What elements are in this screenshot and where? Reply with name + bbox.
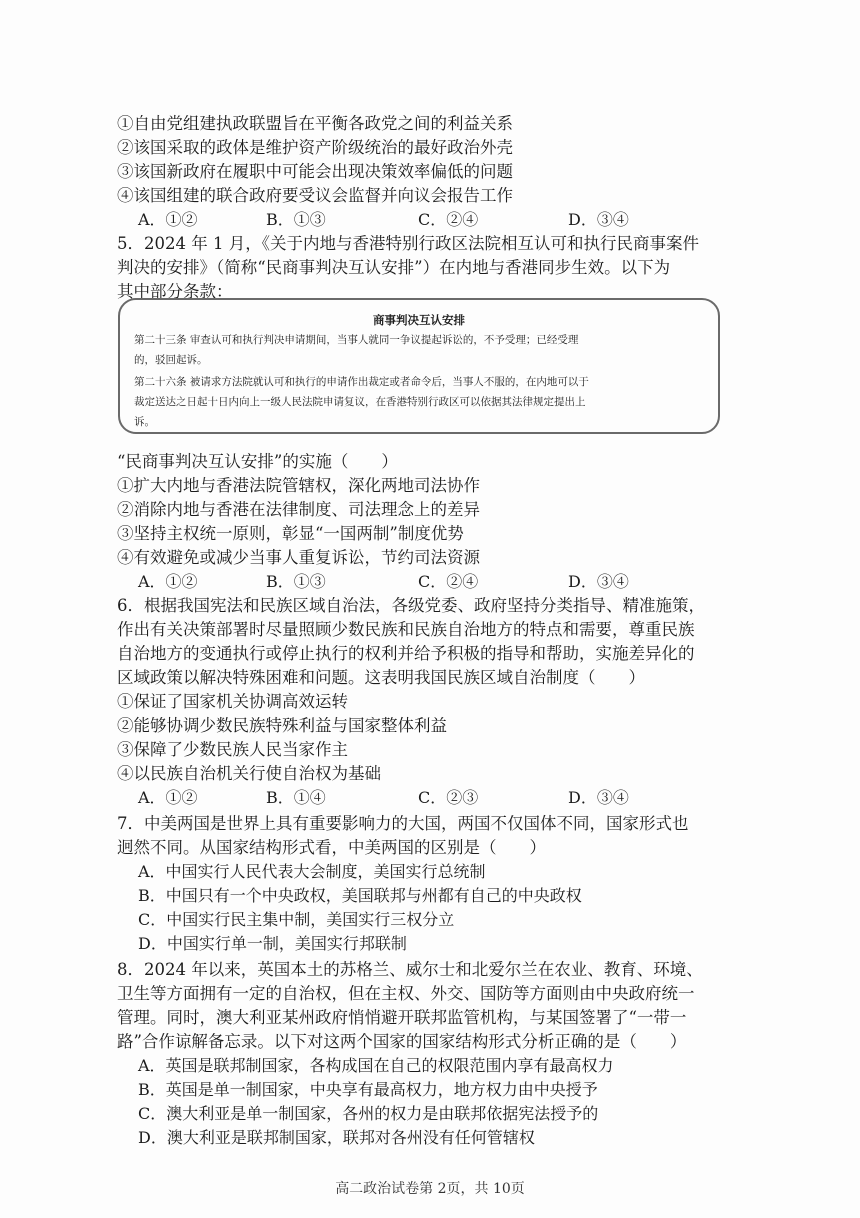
q5-statement-2: ②消除内地与香港在法律制度、司法理念上的差异 [117,500,480,519]
q5-stem-line-1: 5．2024 年 1 月，《关于内地与香港特别行政区法院相互认可和执行民商事案件 [117,234,699,253]
q6-option-a: A．①② [138,788,198,807]
q6-stem-line-3: 自治地方的变通执行或停止执行的权利并给予积极的指导和帮助，实施差异化的 [117,644,695,663]
q4-statement-3: ③该国新政府在履职中可能会出现决策效率偏低的问题 [117,162,513,181]
q6-statement-4: ④以民族自治机关行使自治权为基础 [117,764,381,783]
q6-option-c: C．②③ [418,788,479,807]
q7-option-a: A．中国实行人民代表大会制度，美国实行总统制 [138,862,486,881]
q5-box-line-2: 的，驳回起诉。 [134,354,208,366]
q6-stem-line-4: 区域政策以解决特殊困难和问题。这表明我国民族区域自治制度（ ） [117,668,645,687]
q6-statement-2: ②能够协调少数民族特殊利益与国家整体利益 [117,716,447,735]
q4-statement-1: ①自由党组建执政联盟旨在平衡各政党之间的利益关系 [117,114,513,133]
q8-stem-line-2: 卫生等方面拥有一定的自治权，但在主权、外交、国防等方面则由中央政府统一 [117,984,695,1003]
q4-option-c: C．②④ [418,210,479,229]
q4-statement-2: ②该国采取的政体是维护资产阶级统治的最好政治外壳 [117,138,513,157]
q6-stem-line-1: 6．根据我国宪法和民族区域自治法，各级党委、政府坚持分类指导、精准施策， [117,596,705,615]
q5-option-b: B．①③ [266,572,326,591]
q6-option-d: D．③④ [568,788,629,807]
q5-option-c: C．②④ [418,572,479,591]
q8-option-a: A．英国是联邦制国家，各构成国在自己的权限范围内享有最高权力 [138,1056,614,1075]
q5-material-box [118,298,720,434]
q5-statement-3: ③坚持主权统一原则，彰显“一国两制”制度优势 [117,524,464,543]
q5-option-d: D．③④ [568,572,629,591]
q5-stem-line-2: 判决的安排》（简称“民商事判决互认安排”）在内地与香港同步生效。以下为 [117,258,671,277]
q7-option-c: C．中国实行民主集中制，美国实行三权分立 [138,910,455,929]
q4-option-d: D．③④ [568,210,629,229]
q8-stem-line-4: 路”合作谅解备忘录。以下对这两个国家的国家结构形式分析正确的是（ ） [117,1032,687,1051]
q8-option-b: B．英国是单一制国家，中央享有最高权力，地方权力由中央授予 [138,1080,598,1099]
q7-option-b: B．中国只有一个中央政权，美国联邦与州都有自己的中央政权 [138,886,582,905]
q6-option-b: B．①④ [266,788,326,807]
q5-statement-1: ①扩大内地与香港法院管辖权，深化两地司法协作 [117,476,480,495]
q8-stem-line-1: 8．2024 年以来，英国本土的苏格兰、威尔士和北爱尔兰在农业、教育、环境、 [117,960,703,979]
q5-box-line-3: 第二十六条 被请求方法院就认可和执行的申请作出裁定或者命令后，当事人不服的，在内地可以于 [134,376,589,388]
q8-option-d: D．澳大利亚是联邦制国家，联邦对各州没有任何管辖权 [138,1128,535,1147]
page-footer: 高二政治试卷第 2页，共 10页 [335,1181,525,1197]
q5-option-a: A．①② [138,572,198,591]
q8-stem-line-3: 管理。同时，澳大利亚某州政府悄悄避开联邦监管机构，与某国签署了“一带一 [117,1008,687,1027]
q7-stem-line-2: 迥然不同。从国家结构形式看，中美两国的区别是（ ） [117,838,546,857]
q5-statement-4: ④有效避免或减少当事人重复诉讼，节约司法资源 [117,548,480,567]
q7-stem-line-1: 7．中美两国是世界上具有重要影响力的大国，两国不仅国体不同，国家形式也 [117,814,689,833]
q6-stem-line-2: 作出有关决策部署时尽量照顾少数民族和民族自治地方的特点和需要，尊重民族 [117,620,695,639]
q4-option-a: A．①② [138,210,198,229]
q6-statement-3: ③保障了少数民族人民当家作主 [117,740,348,759]
q5-box-line-1: 第二十三条 审查认可和执行判决申请期间，当事人就同一争议提起诉讼的，不予受理；已经受理 [134,334,579,346]
q7-option-d: D．中国实行单一制，美国实行邦联制 [138,934,407,953]
q5-box-line-5: 诉。 [134,416,155,428]
q5-question: “民商事判决互认安排”的实施（ ） [117,452,398,471]
q4-statement-4: ④该国组建的联合政府要受议会监督并向议会报告工作 [117,186,513,205]
q5-box-title: 商事判决互认安排 [373,313,465,327]
q5-stem-line-3: 其中部分条款： [117,282,233,301]
q4-option-b: B．①③ [266,210,326,229]
q6-statement-1: ①保证了国家机关协调高效运转 [117,692,348,711]
q5-box-line-4: 裁定送达之日起十日内向上一级人民法院申请复议，在香港特别行政区可以依据其法律规定提出上 [134,396,586,408]
q8-option-c: C．澳大利亚是单一制国家，各州的权力是由联邦依据宪法授予的 [138,1104,599,1123]
